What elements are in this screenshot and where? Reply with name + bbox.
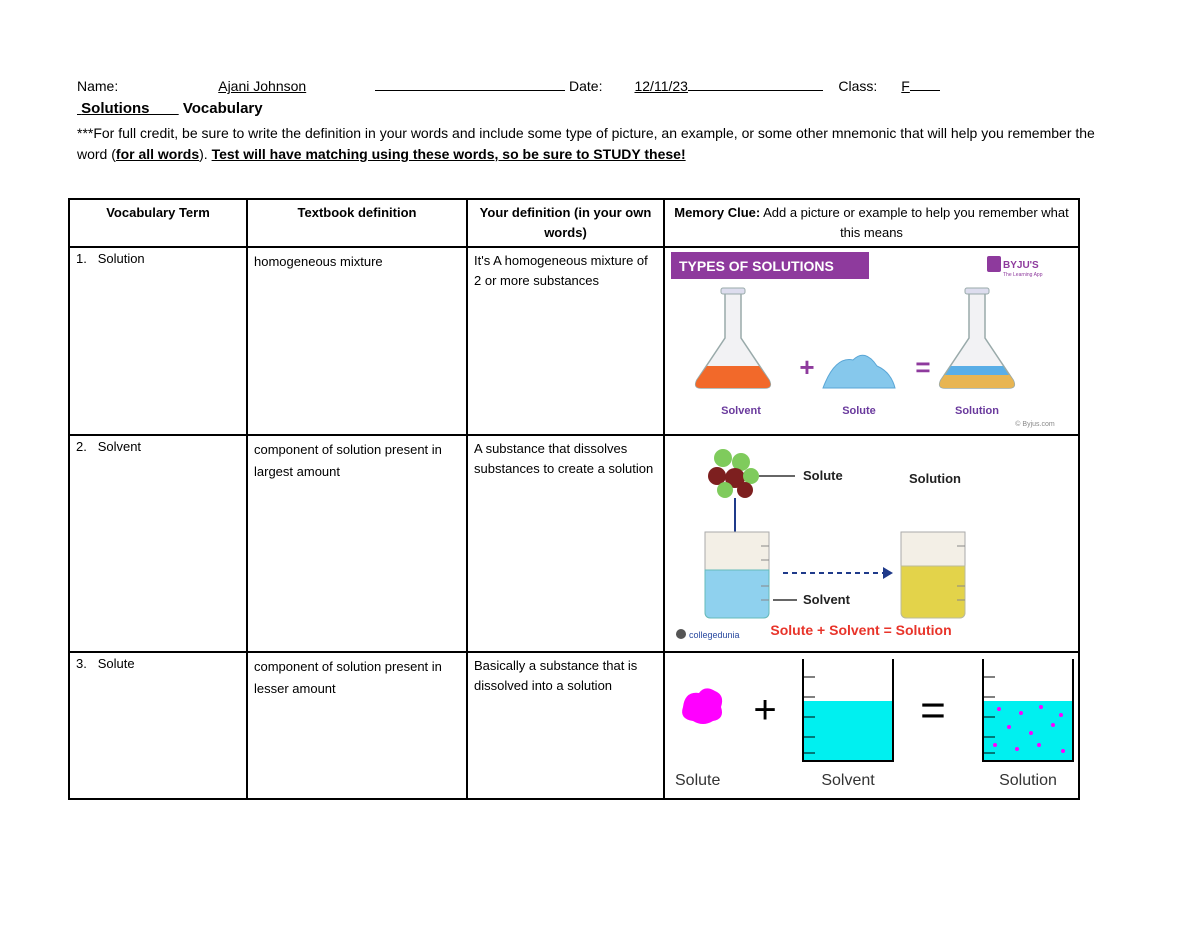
plus-sign: + — [753, 688, 777, 732]
liquid-fill — [803, 701, 893, 761]
date-field[interactable] — [602, 78, 834, 94]
term-cell — [69, 652, 247, 799]
table-row — [69, 435, 1079, 652]
term-text: Solution — [97, 251, 145, 266]
brand-sub: The Learning App — [1003, 272, 1043, 278]
flask-solvent-icon — [696, 288, 771, 388]
liquid-fill — [983, 701, 1073, 761]
title-word: Vocabulary — [182, 100, 263, 117]
term-number: 1. — [76, 251, 87, 266]
label-solute: Solute — [842, 405, 876, 417]
molecule-icon — [708, 449, 759, 498]
term-cell — [69, 435, 247, 652]
collegedunia-logo-icon — [676, 629, 686, 639]
beaker-solution-icon — [982, 659, 1074, 761]
class-label: Class: — [838, 78, 878, 94]
my-definition[interactable]: Basically a substance that is dissolved into a solution — [467, 652, 664, 799]
solute-blob-icon — [682, 688, 722, 724]
header-textbook: Textbook definition — [247, 199, 467, 247]
table-header-row — [69, 199, 1079, 247]
header-yours: Your definition (in your own words) — [467, 199, 664, 247]
name-label: Name: — [77, 78, 119, 94]
name-value: Ajani Johnson — [218, 78, 307, 94]
vocabulary-table — [68, 198, 1080, 800]
brand-text: collegedunia — [689, 630, 740, 640]
date-value: 12/11/23 — [634, 78, 688, 94]
banner-text: TYPES OF SOLUTIONS — [679, 258, 834, 274]
instructions-text: ***For full credit, be sure to write the definition in your words and include some type of picture, an example, or some other mnemonic that will help you remember the word ( — [77, 125, 1095, 162]
class-field[interactable] — [877, 78, 947, 94]
clue-label: Memory Clue: — [674, 205, 761, 220]
page-title — [77, 100, 263, 117]
textbook-definition: component of solution present in largest amount — [247, 435, 467, 652]
term-text: Solvent — [97, 439, 142, 454]
table-row — [69, 247, 1079, 435]
credit-text: © Byjus.com — [1015, 421, 1055, 428]
plus-sign: + — [799, 352, 815, 382]
textbook-definition: homogeneous mixture — [247, 247, 467, 435]
my-definition[interactable]: It's A homogeneous mixture of 2 or more substances — [467, 247, 664, 435]
arrow-right-icon — [883, 567, 893, 579]
label-solute: Solute — [675, 772, 721, 789]
equals-sign: = — [915, 352, 931, 382]
header-line — [77, 78, 1137, 94]
equals-sign: = — [920, 686, 946, 735]
label-solvent: Solvent — [721, 405, 761, 417]
beaker-solution-icon — [901, 532, 965, 618]
term-text: Solute — [97, 656, 135, 671]
label-solute: Solute — [803, 468, 843, 483]
solute-powder-icon — [823, 355, 895, 388]
class-value: F — [901, 78, 910, 94]
name-field[interactable] — [118, 78, 371, 94]
memory-clue-image-solute — [664, 652, 1079, 799]
label-solution: Solution — [999, 772, 1057, 789]
textbook-definition: component of solution present in lesser amount — [247, 652, 467, 799]
header-clue — [664, 199, 1079, 247]
instructions-text-2: ). — [199, 146, 212, 162]
label-solution: Solution — [909, 471, 961, 486]
my-definition[interactable]: A substance that dissolves substances to create a solution — [467, 435, 664, 652]
header-term: Vocabulary Term — [69, 199, 247, 247]
memory-clue-image-solution — [664, 247, 1079, 435]
term-number: 3. — [76, 656, 87, 671]
date-label: Date: — [569, 78, 603, 94]
clue-text: Add a picture or example to help you remember what this means — [760, 205, 1069, 240]
title-topic: Solutions — [81, 100, 150, 117]
term-cell — [69, 247, 247, 435]
instructions — [77, 123, 1127, 165]
brand-text: BYJU'S — [1003, 260, 1039, 271]
instructions-emphasis: for all words — [115, 146, 200, 162]
label-solvent: Solvent — [821, 772, 875, 789]
flask-solution-icon — [940, 288, 1015, 388]
label-solution: Solution — [955, 405, 999, 417]
label-solvent: Solvent — [803, 592, 850, 607]
table-row — [69, 652, 1079, 799]
memory-clue-image-solvent — [664, 435, 1079, 652]
test-note: Test will have matching using these words, so be sure to STUDY these! — [211, 146, 686, 162]
equation-text: Solute + Solvent = Solution — [770, 622, 952, 638]
term-number: 2. — [76, 439, 87, 454]
beaker-solvent-icon — [802, 659, 894, 761]
byjus-logo-icon — [987, 256, 1001, 272]
beaker-solvent-icon — [705, 532, 769, 618]
